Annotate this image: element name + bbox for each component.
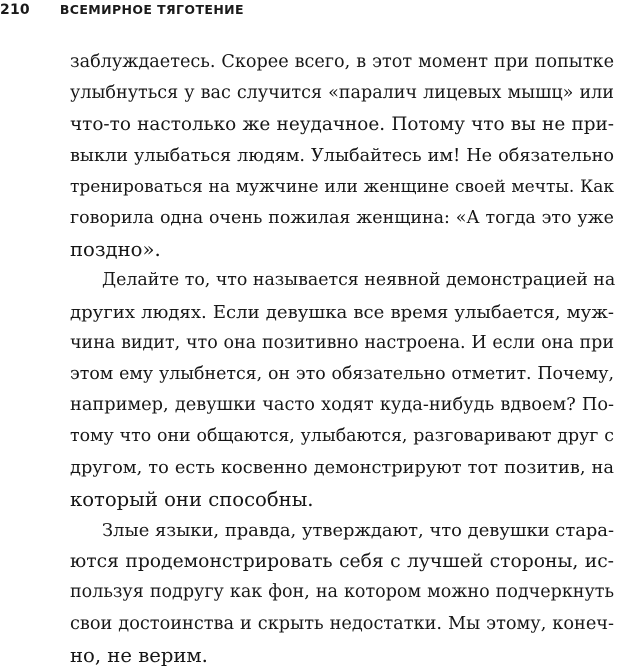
text-line: Злые языки, правда, утверждают, что девушки стара- xyxy=(102,520,614,542)
text-line: который они способны. xyxy=(70,487,314,511)
text-line: заблуждаетесь. Скорее всего, в этот момент при попытке xyxy=(70,52,614,72)
text-line: ются продемонстрировать себя с лучшей стороны, ис- xyxy=(70,551,614,573)
text-line: выкли улыбаться людям. Улыбайтесь им! Не обязательно xyxy=(70,145,614,166)
page-number: 210 xyxy=(0,2,30,18)
paragraph-2 xyxy=(70,265,614,515)
paragraph-3 xyxy=(70,515,614,671)
text-line: но, не верим. xyxy=(70,643,208,667)
text-line: говорила одна очень пожилая женщина: «А тогда это уже xyxy=(70,208,614,229)
text-line: пользуя подругу как фон, на котором можно подчеркнуть xyxy=(70,582,614,603)
text-line: тренироваться на мужчине или женщине своей мечты. Как xyxy=(70,176,614,197)
text-line: тому что они общаются, улыбаются, разговаривают друг с xyxy=(70,426,614,447)
text-line: чина видит, что она позитивно настроена. И если она при xyxy=(70,332,614,353)
text-line: например, девушки часто ходят куда-нибудь вдвоем? По- xyxy=(70,395,614,416)
text-line: другом, то есть косвенно демонстрируют тот позитив, на xyxy=(70,457,614,478)
running-title: ВСЕМИРНОЕ ТЯГОТЕНИЕ xyxy=(59,2,244,17)
paragraph-1 xyxy=(70,47,614,265)
body-text xyxy=(70,47,614,671)
page-header xyxy=(0,2,244,22)
text-line: Делайте то, что называется неявной демонстрацией на xyxy=(102,270,616,291)
text-line: поздно». xyxy=(70,238,161,262)
text-line: что-то настолько же неудачное. Потому что вы не при- xyxy=(70,114,614,136)
text-line: свои достоинства и скрыть недостатки. Мы этому, конеч- xyxy=(70,613,614,634)
text-line: этом ему улыбнется, он это обязательно отметит. Почему, xyxy=(70,364,614,385)
text-line: улыбнуться у вас случится «паралич лицевых мышц» или xyxy=(70,83,614,104)
text-line: других людях. Если девушка все время улыбается, муж- xyxy=(70,301,614,323)
